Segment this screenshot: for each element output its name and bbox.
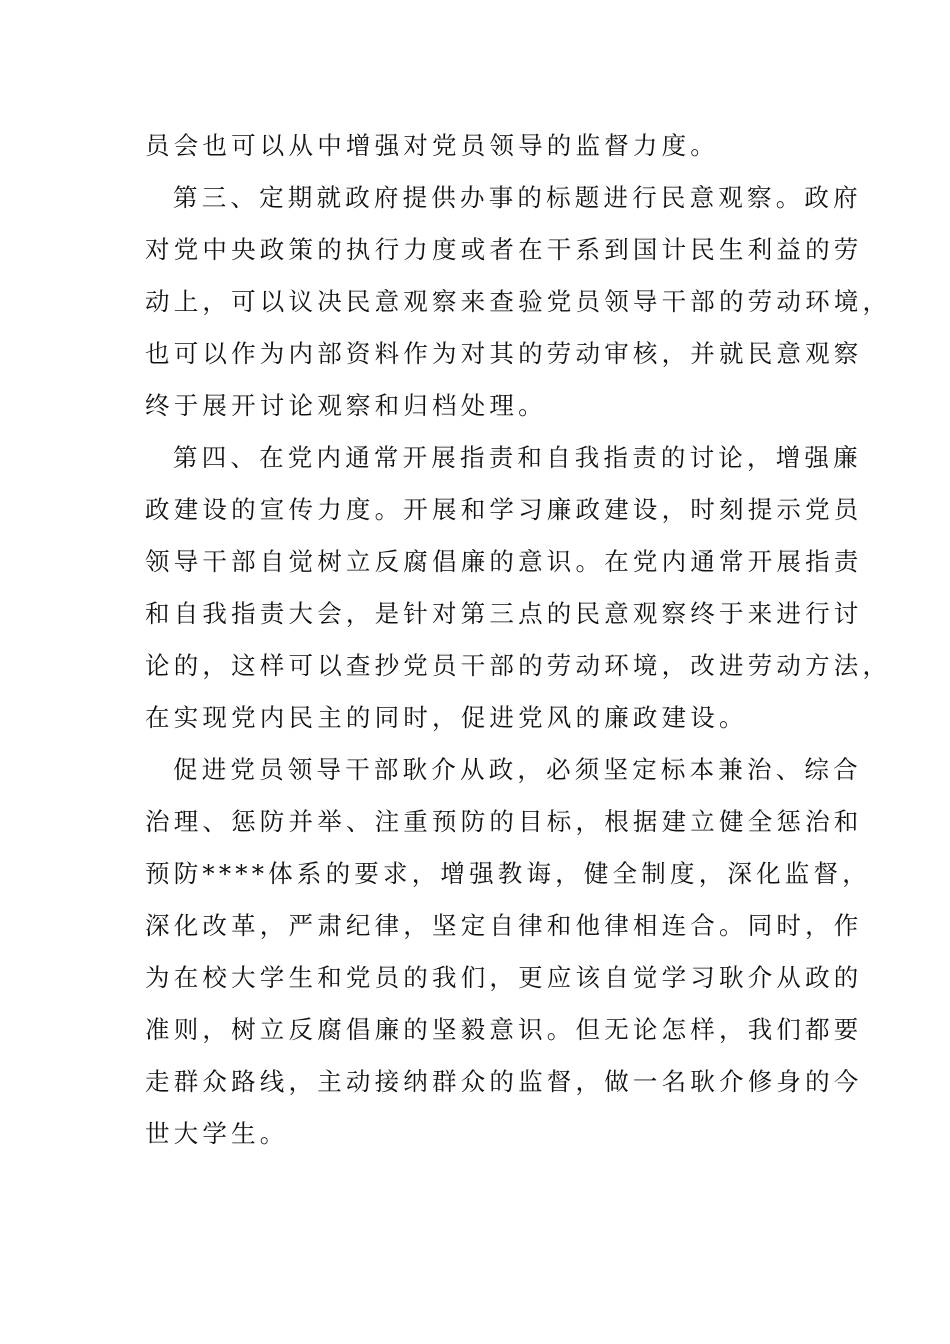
text-line: 动上，可以议决民意观察来查验党员领导干部的劳动环境， [145, 287, 892, 316]
paragraph-first-line: 第三、定期就政府提供办事的标题进行民意观察。政府 [173, 183, 862, 212]
text-line: 走群众路线，主动接纳群众的监督，做一名耿介修身的今 [145, 1067, 863, 1096]
text-line: 政建设的宣传力度。开展和学习廉政建设，时刻提示党员 [145, 495, 863, 524]
text-line: 和自我指责大会，是针对第三点的民意观察终于来进行讨 [145, 599, 863, 628]
text-line: 对党中央政策的执行力度或者在干系到国计民生利益的劳 [145, 235, 863, 264]
paragraph-first-line: 促进党员领导干部耿介从政，必须坚定标本兼治、综合 [173, 755, 862, 784]
text-line: 世大学生。 [145, 1119, 289, 1148]
text-line: 为在校大学生和党员的我们，更应该自觉学习耿介从政的 [145, 963, 863, 992]
text-line: 领导干部自觉树立反腐倡廉的意识。在党内通常开展指责 [145, 547, 863, 576]
text-line: 也可以作为内部资料作为对其的劳动审核，并就民意观察 [145, 339, 863, 368]
text-line: 员会也可以从中增强对党员领导的监督力度。 [145, 131, 719, 160]
text-line: 准则，树立反腐倡廉的坚毅意识。但无论怎样，我们都要 [145, 1015, 863, 1044]
text-line: 治理、惩防并举、注重预防的目标，根据建立健全惩治和 [145, 807, 863, 836]
text-line: 终于展开讨论观察和归档处理。 [145, 391, 547, 420]
text-line: 论的，这样可以查抄党员干部的劳动环境，改进劳动方法， [145, 651, 892, 680]
text-line: 在实现党内民主的同时，促进党风的廉政建设。 [145, 703, 748, 732]
document-body [145, 120, 892, 1160]
text-line: 深化改革，严肃纪律，坚定自律和他律相连合。同时，作 [145, 911, 863, 940]
paragraph-first-line: 第四、在党内通常开展指责和自我指责的讨论，增强廉 [173, 443, 862, 472]
text-line: 预防****体系的要求，增强教诲，健全制度，深化监督， [145, 859, 871, 888]
